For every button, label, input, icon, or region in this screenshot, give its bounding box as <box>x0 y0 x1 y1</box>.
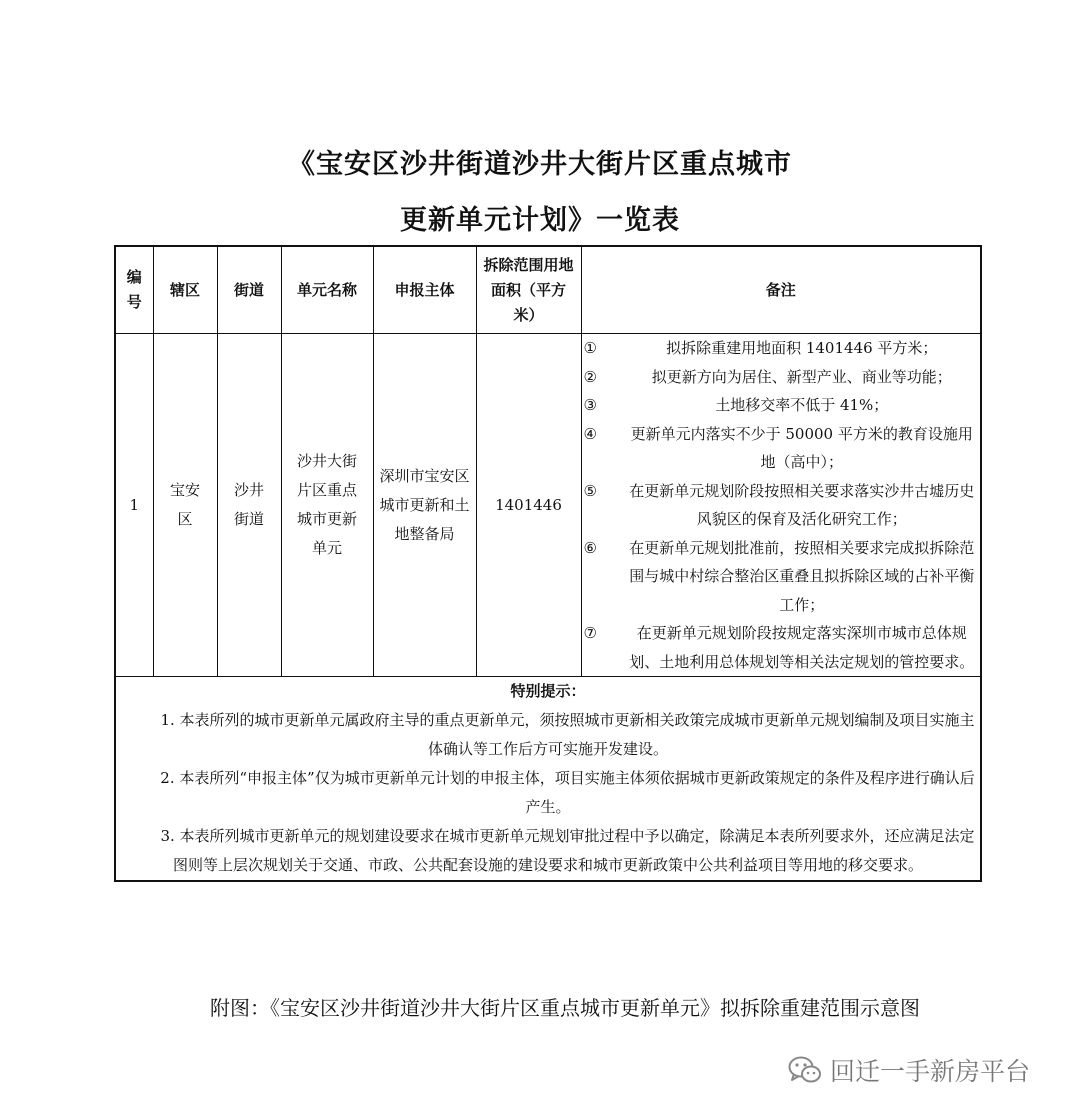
attachment-caption: 附图：《宝安区沙井街道沙井大街片区重点城市更新单元》拟拆除重建范围示意图 <box>210 996 920 1020</box>
cell-area: 1401446 <box>476 334 581 677</box>
remark-item <box>582 391 981 420</box>
document-title-line-2: 更新单元计划》一览表 <box>400 205 680 236</box>
remark-item <box>582 334 981 363</box>
remark-number: ⑥ <box>583 538 597 557</box>
tips-label: 特别提示： <box>510 682 586 700</box>
remark-number: ② <box>583 367 597 386</box>
cell-district: 宝安区 <box>153 334 217 677</box>
remark-text: 在更新单元规划阶段按规定落实深圳市城市总体规划、土地利用总体规划等相关法定规划的管控要求。 <box>629 624 975 671</box>
watermark-text: 回迁一手新房平台 <box>830 1057 1031 1086</box>
tip-item: 1. 本表所列的城市更新单元属政府主导的重点更新单元，须按照城市更新相关政策完成城市更新单元规划编制及项目实施主体确认等工作后方可实施开发建设。 <box>160 711 975 758</box>
plan-table <box>114 245 982 882</box>
cell-remarks <box>581 334 981 677</box>
tip-item: 3. 本表所列城市更新单元的规划建设要求在城市更新单元规划审批过程中予以确定，除满足本表所列要求外，还应满足法定图则等上层次规划关于交通、市政、公共配套设施的建设要求和城市更新政策中公共利益项目等用地的移交要求。 <box>160 827 975 874</box>
remark-text: 拟更新方向为居住、新型产业、商业等功能； <box>651 367 952 386</box>
remark-item <box>582 534 981 620</box>
cell-applicant: 深圳市宝安区城市更新和土地整备局 <box>373 334 476 677</box>
remark-text: 在更新单元规划阶段按照相关要求落实沙井古墟历史风貌区的保育及活化研究工作； <box>629 481 975 528</box>
special-tips <box>115 677 981 882</box>
cell-street: 沙井街道 <box>217 334 281 677</box>
remark-item <box>582 619 981 676</box>
header-street: 街道 <box>217 246 281 334</box>
table-row <box>115 334 981 677</box>
header-area: 拆除范围用地面积（平方米） <box>476 246 581 334</box>
header-unit-name: 单元名称 <box>281 246 373 334</box>
remark-number: ③ <box>583 396 597 414</box>
table-header-row <box>115 246 981 334</box>
remark-number: ⑦ <box>583 624 597 642</box>
remark-text: 拟拆除重建用地面积 1401446 平方米； <box>666 339 938 357</box>
remark-number: ⑤ <box>583 481 597 500</box>
cell-unit-name: 沙井大街片区重点城市更新单元 <box>281 334 373 677</box>
watermark <box>788 1050 1030 1090</box>
wechat-icon <box>788 1055 822 1085</box>
remark-number: ① <box>583 339 597 357</box>
header-district: 辖区 <box>153 246 217 334</box>
document-title-line-1: 《宝安区沙井街道沙井大街片区重点城市 <box>288 149 792 180</box>
remark-text: 土地移交率不低于 41%； <box>715 396 889 414</box>
remark-item <box>582 420 981 477</box>
remark-item <box>582 477 981 534</box>
header-no: 编号 <box>115 246 153 334</box>
cell-no: 1 <box>115 334 153 677</box>
header-applicant: 申报主体 <box>373 246 476 334</box>
header-remarks: 备注 <box>581 246 981 334</box>
tip-item: 2. 本表所列“申报主体”仅为城市更新单元计划的申报主体，项目实施主体须依据城市更新政策规定的条件及程序进行确认后产生。 <box>160 769 975 816</box>
remark-text: 在更新单元规划批准前，按照相关要求完成拟拆除范围与城中村综合整治区重叠且拟拆除区域的占补平衡工作； <box>629 538 975 614</box>
remark-item <box>582 363 981 392</box>
remark-text: 更新单元内落实不少于 50000 平方米的教育设施用地（高中）； <box>630 424 973 471</box>
remark-number: ④ <box>583 424 597 443</box>
tips-row <box>115 677 981 882</box>
